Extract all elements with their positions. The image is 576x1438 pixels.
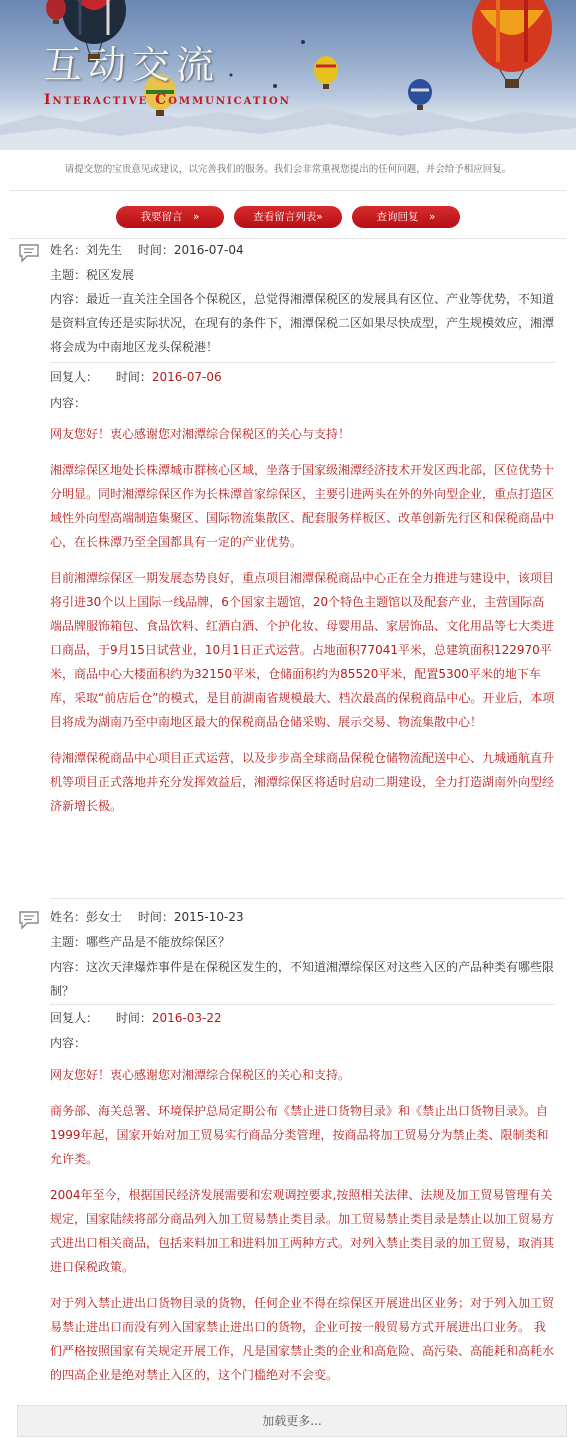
divider [50,362,555,363]
header-banner [0,0,576,150]
reply-time: 2016-03-22 [151,1011,222,1025]
load-more-button[interactable]: 加载更多... [17,1405,567,1437]
message-subject-row [50,933,230,950]
comment-icon [18,243,40,263]
message-content-text: 最近一直关注全国各个保税区，总觉得湘潭保税区的发展具有区位、产业等优势，不知道是资料宣传还是实际状况，在现有的条件下，湘潭保税二区如果尽快成型，产生规模效应，湘潭将会成为中南地区龙头保税港！ [50,292,555,354]
content-label: 内容： [50,960,87,974]
message-author: 彭女士 [86,910,123,924]
reply-meta [50,368,222,385]
leave-message-button[interactable]: 我要留言 » [116,206,224,228]
reply-content-label: 内容： [50,396,87,410]
message-author: 刘先生 [86,243,123,257]
reply-paragraph: 网友您好！衷心感谢您对湘潭综合保税区的关心与支持！ [50,427,351,441]
replier-label: 回复人： [50,1011,99,1025]
action-buttons [0,206,576,228]
comment-icon [18,910,40,930]
message-time: 2016-07-04 [173,243,244,257]
time-label: 时间： [115,1011,152,1025]
reply-paragraph: 2004年至今，根据国民经济发展需要和宏观调控要求,按照相关法律、法规及加工贸易管理有关规定，国家陆续将部分商品列入加工贸易禁止类目录。加工贸易禁止类目录是禁止以加工贸易方式进出口相关商品，包括来料加工和进料加工两种方式。对列入禁止类目录的加工贸易，取消其进口保税政策。 [50,1188,555,1274]
message-meta [50,241,244,258]
divider [50,1004,555,1005]
reply-meta [50,1009,222,1026]
subject-label: 主题： [50,935,87,949]
reply-paragraph: 网友您好！衷心感谢您对湘潭综合保税区的关心和支持。 [50,1068,351,1082]
message-time: 2015-10-23 [173,910,244,924]
time-label: 时间： [137,243,174,257]
reply-paragraph: 目前湘潭综保区一期发展态势良好，重点项目湘潭保税商品中心正在全力推进与建设中，该项目将引进30个以上国际一线品牌，6个国家主题馆，20个特色主题馆以及配套产业，主营国际高端品牌服饰箱包、食品饮料、红酒白酒、个护化妆、母婴用品、家居饰品、文化用品等七大类进口商品，于9月15日试营业，10月1日正式运营。占地面积77041平米，总建筑面积122970平米，商品中心大楼面积约为32150平米，仓储面积约为85520平米，配置5300平米的地下车库，采取“前店后仓”的模式，是目前湖南省规模最大、档次最高的保税商品中心。开业后，本项目将成为湖南乃至中南地区最大的保税商品仓储采购、展示交易、物流集散中心！ [50,571,555,729]
reply-content [50,1063,555,1399]
divider [10,238,566,239]
message-meta [50,908,244,925]
reply-paragraph: 待湘潭保税商品中心项目正式运营，以及步步高全球商品保税仓储物流配送中心、九城通航直升机等项目正式落地并充分发挥效益后，湘潭综保区将适时启动二期建设，全力打造湖南外向型经济新增长极。 [50,751,555,813]
message-content-text: 这次天津爆炸事件是在保税区发生的，不知道湘潭综保区对这些入区的产品种类有哪些限制？ [50,960,555,998]
reply-content-label: 内容： [50,1036,87,1050]
message-content [50,287,555,359]
subject-label: 主题： [50,268,87,282]
reply-content [50,422,555,830]
reply-time: 2016-07-06 [151,370,222,384]
banner-subtitle: Interactive Communication [44,92,291,108]
content-label: 内容： [50,292,87,306]
name-label: 姓名： [50,910,87,924]
reply-paragraph: 商务部、海关总署、环境保护总局定期公布《禁止进口货物目录》和《禁止出口货物目录》。自1999年起，国家开始对加工贸易实行商品分类管理，按商品将加工贸易分为禁止类、限制类和允许类。 [50,1104,549,1166]
reply-paragraph: 对于列入禁止进出口货物目录的货物，任何企业不得在综保区开展进出区业务；对于列入加工贸易禁止进出口而没有列入国家禁止进出口的货物，企业可按一般贸易方式开展进出口业务。 我们严格按照国家有关规定开展工作，凡是国家禁止类的企业和高危险、高污染、高能耗和高耗水的四高企业是绝对禁止入区的，这个门槛绝对不会变。 [50,1296,555,1382]
name-label: 姓名： [50,243,87,257]
message-content [50,955,555,1003]
divider [50,898,565,899]
message-subject-row [50,266,134,283]
message-subject: 哪些产品是不能放综保区？ [86,935,231,949]
message-subject: 税区发展 [86,268,135,282]
intro-text: 请提交您的宝贵意见或建议，以完善我们的服务。我们会非常重视您提出的任何问题，并会给予相应回复。 [10,150,566,191]
view-message-list-button[interactable]: 查看留言列表» [234,206,342,228]
reply-paragraph: 湘潭综保区地处长株潭城市群核心区域，坐落于国家级湘潭经济技术开发区西北部，区位优势十分明显。同时湘潭综保区作为长株潭首家综保区，主要引进两头在外的外向型企业，重点打造区域性外向型高端制造集聚区、国际物流集散区、配套服务样板区、改革创新先行区和保税商品中心，在长株潭乃至全国都具有一定的产业优势。 [50,463,555,549]
banner-title: 互动交流 [44,43,221,87]
time-label: 时间： [137,910,174,924]
query-reply-button[interactable]: 查询回复 » [352,206,460,228]
balloon-icon [472,0,552,88]
replier-label: 回复人： [50,370,99,384]
time-label: 时间： [115,370,152,384]
